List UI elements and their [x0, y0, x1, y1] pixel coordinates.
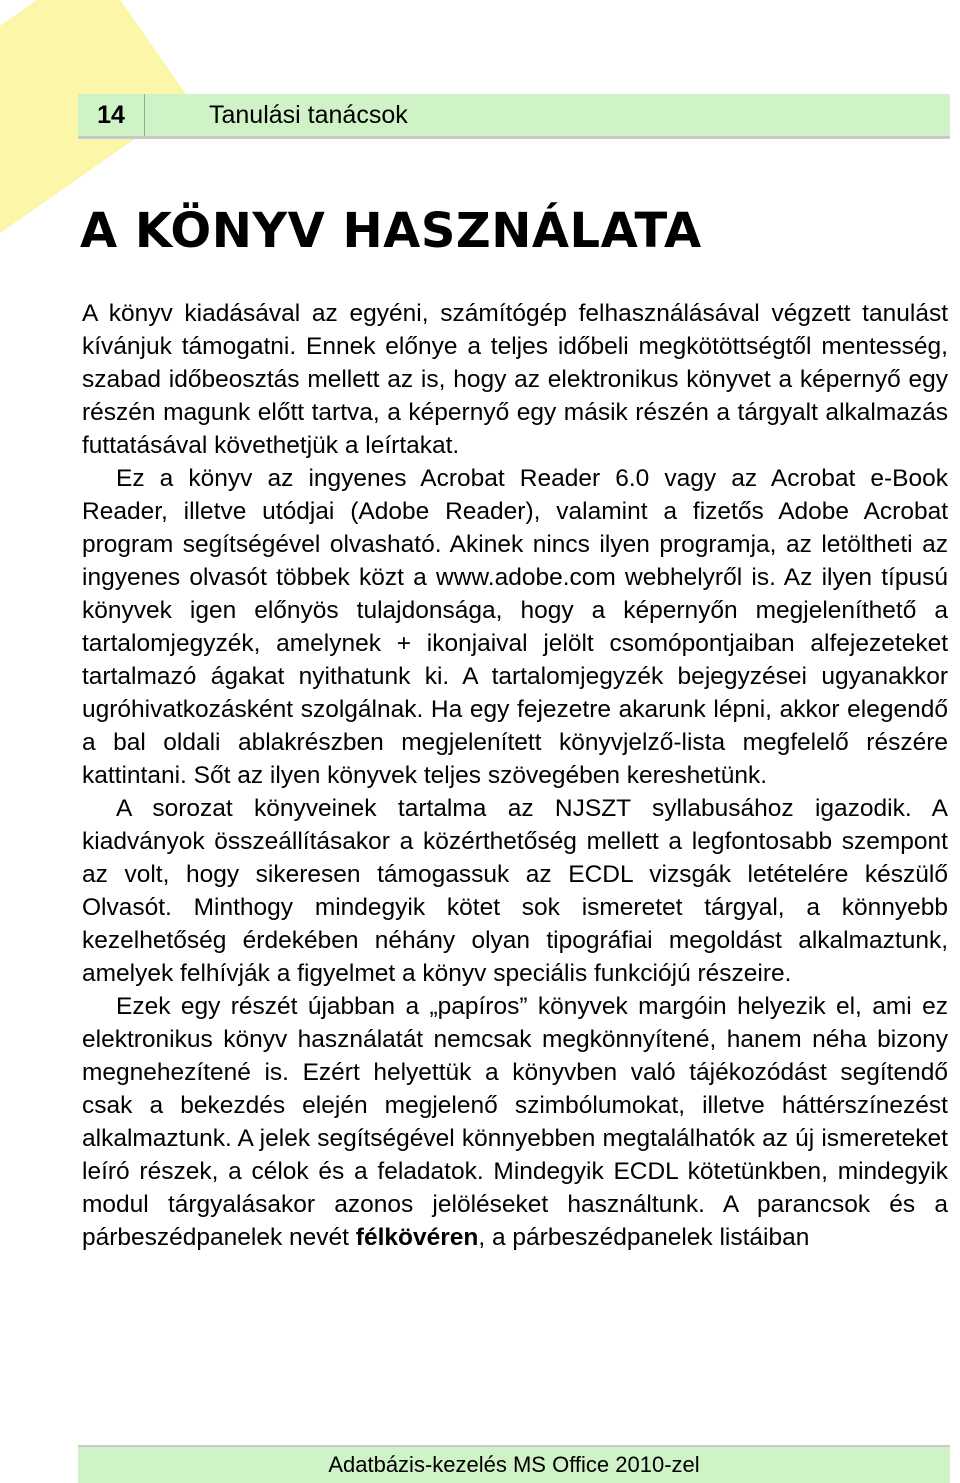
paragraph: A könyv kiadásával az egyéni, számítógép felhasználásával végzett tanulást kívánjuk támogatni. Ennek előnye a teljes időbeli megkötöttségtől mentesség, szabad időbeosztás mellett az is, hogy az elektronikus könyvet a képernyő egy részén magunk előtt tartva, a képernyő egy másik részén a tárgyalt alkalmazás futtatásával követhetjük a leírtakat. [82, 300, 948, 459]
body-text [82, 297, 948, 1254]
footer-title: Adatbázis-kezelés MS Office 2010-zel [328, 1452, 700, 1477]
page-footer [78, 1445, 950, 1483]
paragraph-text: , a párbeszédpanelek listáiban [478, 1224, 810, 1251]
paragraph-text: Ezek egy részét újabban a „papíros” könyvek margóin helyezik el, ami ez elektronikus könyv használatát nemcsak megkönnyítené, hanem néha bizony megnehezítené is. Ezért helyettük a könyvben való tájékozódást segítendő csak a bekezdés elején megjelenő szimbólumokat, illetve háttérszínezést alkalmaztunk. A jelek segítségével könnyebben megtalálhatók az új ismereteket leíró részek, a célok és a feladatok. Mindegyik ECDL kötetünkben, mindegyik modul tárgyalásakor azonos jelöléseket használtunk. A parancsok és a párbeszédpanelek nevét [82, 993, 948, 1251]
section-heading: A KÖNYV HASZNÁLATA [80, 203, 702, 259]
bold-term: félkövéren [355, 1224, 479, 1251]
paragraph: A sorozat könyveinek tartalma az NJSZT syllabusához igazodik. A kiadványok összeállításakor a közérthetőség mellett a legfontosabb szempont az volt, hogy sikeresen támogassuk az ECDL vizsgák letételére készülő Olvasót. Minthogy mindegyik kötet sok ismeretet tárgyal, a könnyebb kezelhetőség érdekében néhány olyan tipográfiai megoldást alkalmaztunk, amelyek felhívják a figyelmet a könyv speciális funkciójú részeire. [82, 795, 948, 987]
page-number: 14 [78, 94, 145, 136]
chapter-title: Tanulási tanácsok [209, 101, 408, 129]
page-header [78, 94, 950, 139]
paragraph: Ez a könyv az ingyenes Acrobat Reader 6.0 vagy az Acrobat e-Book Reader, illetve utódjai (Adobe Reader), valamint a fizetős Adobe Acrobat program segítségével olvasható. Akinek nincs ilyen programja, az letöltheti az ingyenes olvasót többek közt a www.adobe.com webhelyről is. Az ilyen típusú könyvek igen előnyös tulajdonsága, hogy a képernyőn megjeleníthető a tartalomjegyzék, amelynek + ikonjaival jelölt csomópontjaiban alfejezeteket tartalmazó ágakat nyithatunk ki. A tartalomjegyzék bejegyzései ugyanakkor ugróhivatkozásként szolgálnak. Ha egy fejezetre akarunk lépni, akkor elegendő a bal oldali ablakrészben megjelenített könyvjelző-lista megfelelő részére kattintani. Sőt az ilyen könyvek teljes szövegében kereshetünk. [82, 465, 948, 789]
paragraph [82, 990, 948, 1254]
